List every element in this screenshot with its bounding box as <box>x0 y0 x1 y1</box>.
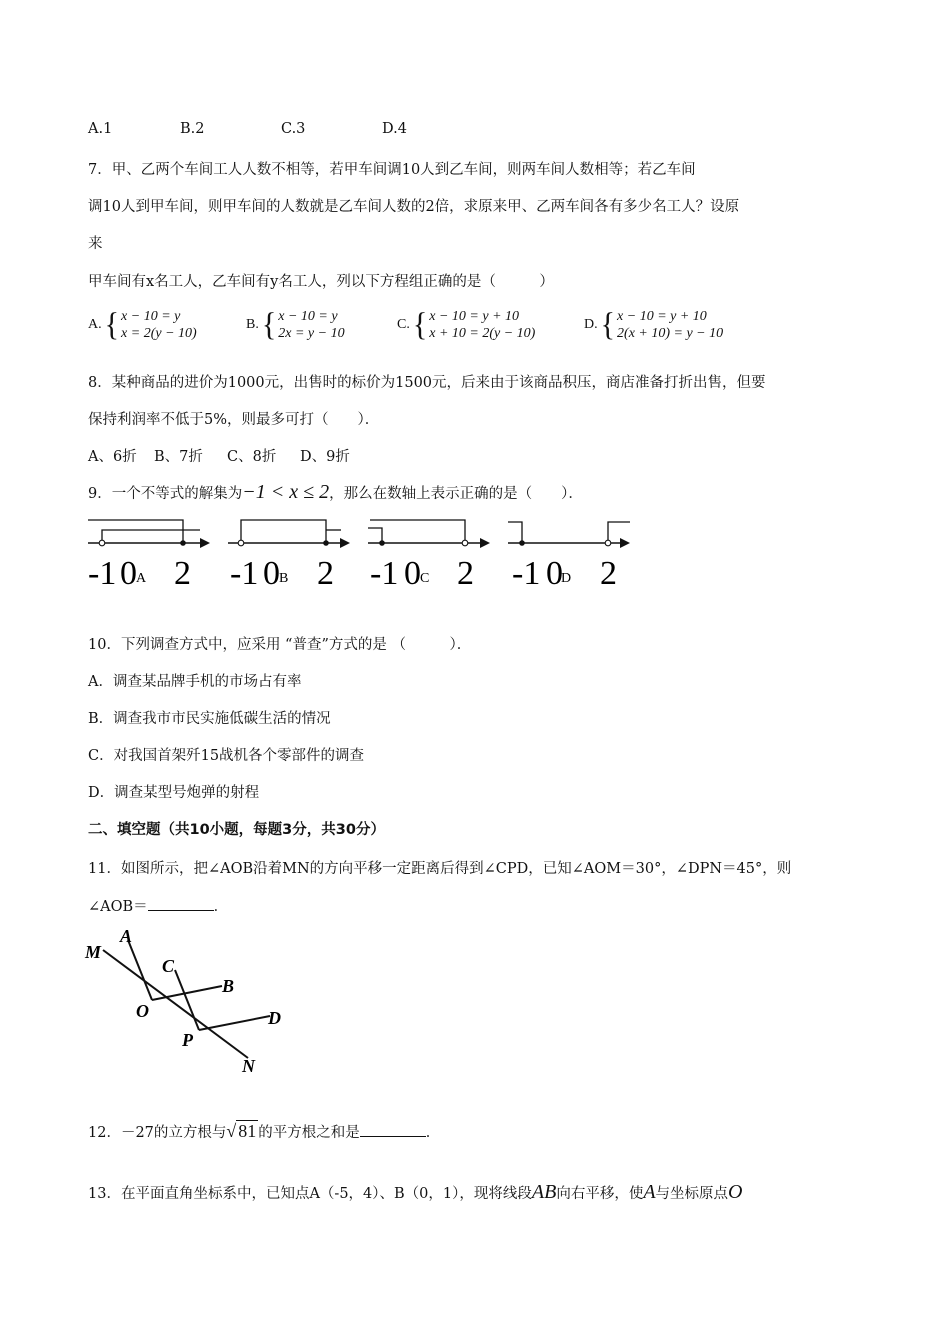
q7-option-c-eq2: x + 10 = 2(y − 10) <box>429 326 536 341</box>
q7-option-b-label: B. <box>246 317 259 332</box>
q6-option-a: A.1 <box>88 121 113 137</box>
q7-option-d <box>584 308 723 342</box>
figure-label-m: M <box>85 942 102 962</box>
q7-option-c-label: C. <box>397 317 410 332</box>
q11-line2 <box>88 895 228 916</box>
answer-blank <box>148 896 214 911</box>
q11-line1: 11．如图所示，把∠AOB沿着MN的方向平移一定距离后得到∠CPD，已知∠AOM＝30°，∠DPN＝45°，则 <box>88 861 792 877</box>
q7-option-c <box>397 308 535 342</box>
q11-prefix: ∠AOB＝ <box>88 899 148 915</box>
q7-line3: 来 <box>88 236 103 252</box>
q9-inequality: −1 < x ≤ 2 <box>242 481 330 503</box>
q9-prefix: 9．一个不等式的解集为 <box>88 486 243 502</box>
section-title: 二、填空题（共10小题，每题3分，共30分） <box>88 822 385 838</box>
brace-icon: { <box>104 306 120 343</box>
q7-line1: 7．甲、乙两个车间工人人数不相等，若甲车间调10人到乙车间，则两车间人数相等；若乙车间 <box>88 162 696 178</box>
figure-label-d: D <box>268 1008 281 1028</box>
axis-label-two: 2 <box>317 555 334 592</box>
q12-prefix: 12．－27的立方根与 <box>88 1125 227 1141</box>
q13-point-a: A <box>643 1181 656 1203</box>
q10-option-b: B．调查我市市民实施低碳生活的情况 <box>88 711 331 727</box>
q11-end: ． <box>213 899 229 915</box>
figure-label-b: B <box>222 976 235 996</box>
axis-label-minus-one: -1 <box>512 555 541 592</box>
q7-option-d-eq1: x − 10 = y + 10 <box>617 309 707 324</box>
axis-label-minus-one: -1 <box>370 555 399 592</box>
q9-stem <box>88 478 583 508</box>
q13-prefix: 13．在平面直角坐标系中，已知点A（-5，4）、B（0，1），现将线段 <box>88 1186 532 1202</box>
q10-stem: 10．下列调查方式中，应采用 “普查”方式的是 （ ）． <box>88 637 472 653</box>
q7-option-d-eq2: 2(x + 10) = y − 10 <box>617 326 724 341</box>
q6-option-d: D.4 <box>382 121 407 137</box>
axis-label-zero: 0 <box>120 555 137 592</box>
figure-label-a: A <box>120 926 133 946</box>
q6-option-c: C.3 <box>281 121 306 137</box>
number-line-b <box>228 520 350 592</box>
figure-label-n: N <box>242 1056 255 1076</box>
q12-suffix: 的平方根之和是 <box>258 1125 360 1141</box>
q8-line2: 保持利润率不低于5%，则最多可打（ ）． <box>88 412 380 428</box>
q10-option-d: D．调查某型号炮弹的射程 <box>88 785 260 801</box>
q8-option-c: C、8折 <box>227 449 277 465</box>
square-root: √ 81 <box>226 1121 257 1141</box>
brace-icon: { <box>261 306 277 343</box>
q9-number-lines <box>0 508 950 608</box>
number-line-a <box>88 520 210 592</box>
axis-label-two: 2 <box>457 555 474 592</box>
q13-segment: AB <box>531 1181 557 1203</box>
axis-label-two: 2 <box>174 555 191 592</box>
axis-label-zero: 0 <box>546 555 563 592</box>
figure-label-o: O <box>136 1001 149 1021</box>
q7-line2: 调10人到甲车间，则甲车间的人数就是乙车间人数的2倍，求原来甲、乙两车间各有多少名工人？设原 <box>88 199 740 215</box>
axis-label-two: 2 <box>600 555 617 592</box>
q10-option-c: C．对我国首架歼15战机各个零部件的调查 <box>88 748 365 764</box>
q13-point-o: O <box>728 1181 743 1203</box>
number-line-d <box>508 522 630 592</box>
q7-option-d-label: D. <box>584 317 598 332</box>
q7-option-a-eq1: x − 10 = y <box>121 309 181 324</box>
q9-suffix: ，那么在数轴上表示正确的是（ ）． <box>329 486 583 502</box>
q7-option-b <box>246 308 345 342</box>
q10-option-a: A．调查某品牌手机的市场占有率 <box>88 674 302 690</box>
axis-label-zero: 0 <box>263 555 280 592</box>
q12-line <box>88 1118 440 1146</box>
q6-option-b: B.2 <box>180 121 205 137</box>
q7-option-b-eq1: x − 10 = y <box>278 309 338 324</box>
q9-option-d-label: D <box>561 571 572 586</box>
q13-mid: 向右平移，使 <box>556 1186 644 1202</box>
answer-blank <box>360 1122 426 1137</box>
brace-icon: { <box>412 306 428 343</box>
q7-option-a-eq2: x = 2(y − 10) <box>121 326 197 341</box>
q8-option-a: A、6折 <box>88 449 137 465</box>
q8-option-b: B、7折 <box>154 449 203 465</box>
q7-option-b-eq2: 2x = y − 10 <box>278 326 345 341</box>
axis-label-zero: 0 <box>404 555 421 592</box>
brace-icon: { <box>600 306 616 343</box>
q7-option-a-label: A. <box>88 317 102 332</box>
axis-label-minus-one: -1 <box>88 555 117 592</box>
q13-line <box>88 1178 743 1208</box>
q7-option-c-eq1: x − 10 = y + 10 <box>429 309 520 324</box>
q13-mid2: 与坐标原点 <box>655 1186 729 1202</box>
figure-label-c: C <box>162 956 175 976</box>
axis-label-minus-one: -1 <box>230 555 259 592</box>
number-line-c <box>368 520 490 592</box>
q9-option-b-label: B <box>279 571 289 586</box>
q12-end: ． <box>425 1125 441 1141</box>
q8-options <box>88 445 350 466</box>
q8-option-d: D、9折 <box>300 449 350 465</box>
q6-options <box>88 121 407 137</box>
q7-line4: 甲车间有x名工人，乙车间有y名工人，列以下方程组正确的是（ ） <box>88 274 554 290</box>
q8-line1: 8．某种商品的进价为1000元，出售时的标价为1500元，后来由于该商品积压，商店准备打折出售，但要 <box>88 375 766 391</box>
q9-option-c-label: C <box>420 571 430 586</box>
q11-figure <box>80 920 380 1080</box>
figure-label-p: P <box>182 1030 193 1050</box>
q7-option-a <box>88 308 197 342</box>
q9-option-a-label: A <box>136 571 147 586</box>
q12-radicand: 81 <box>238 1121 257 1141</box>
